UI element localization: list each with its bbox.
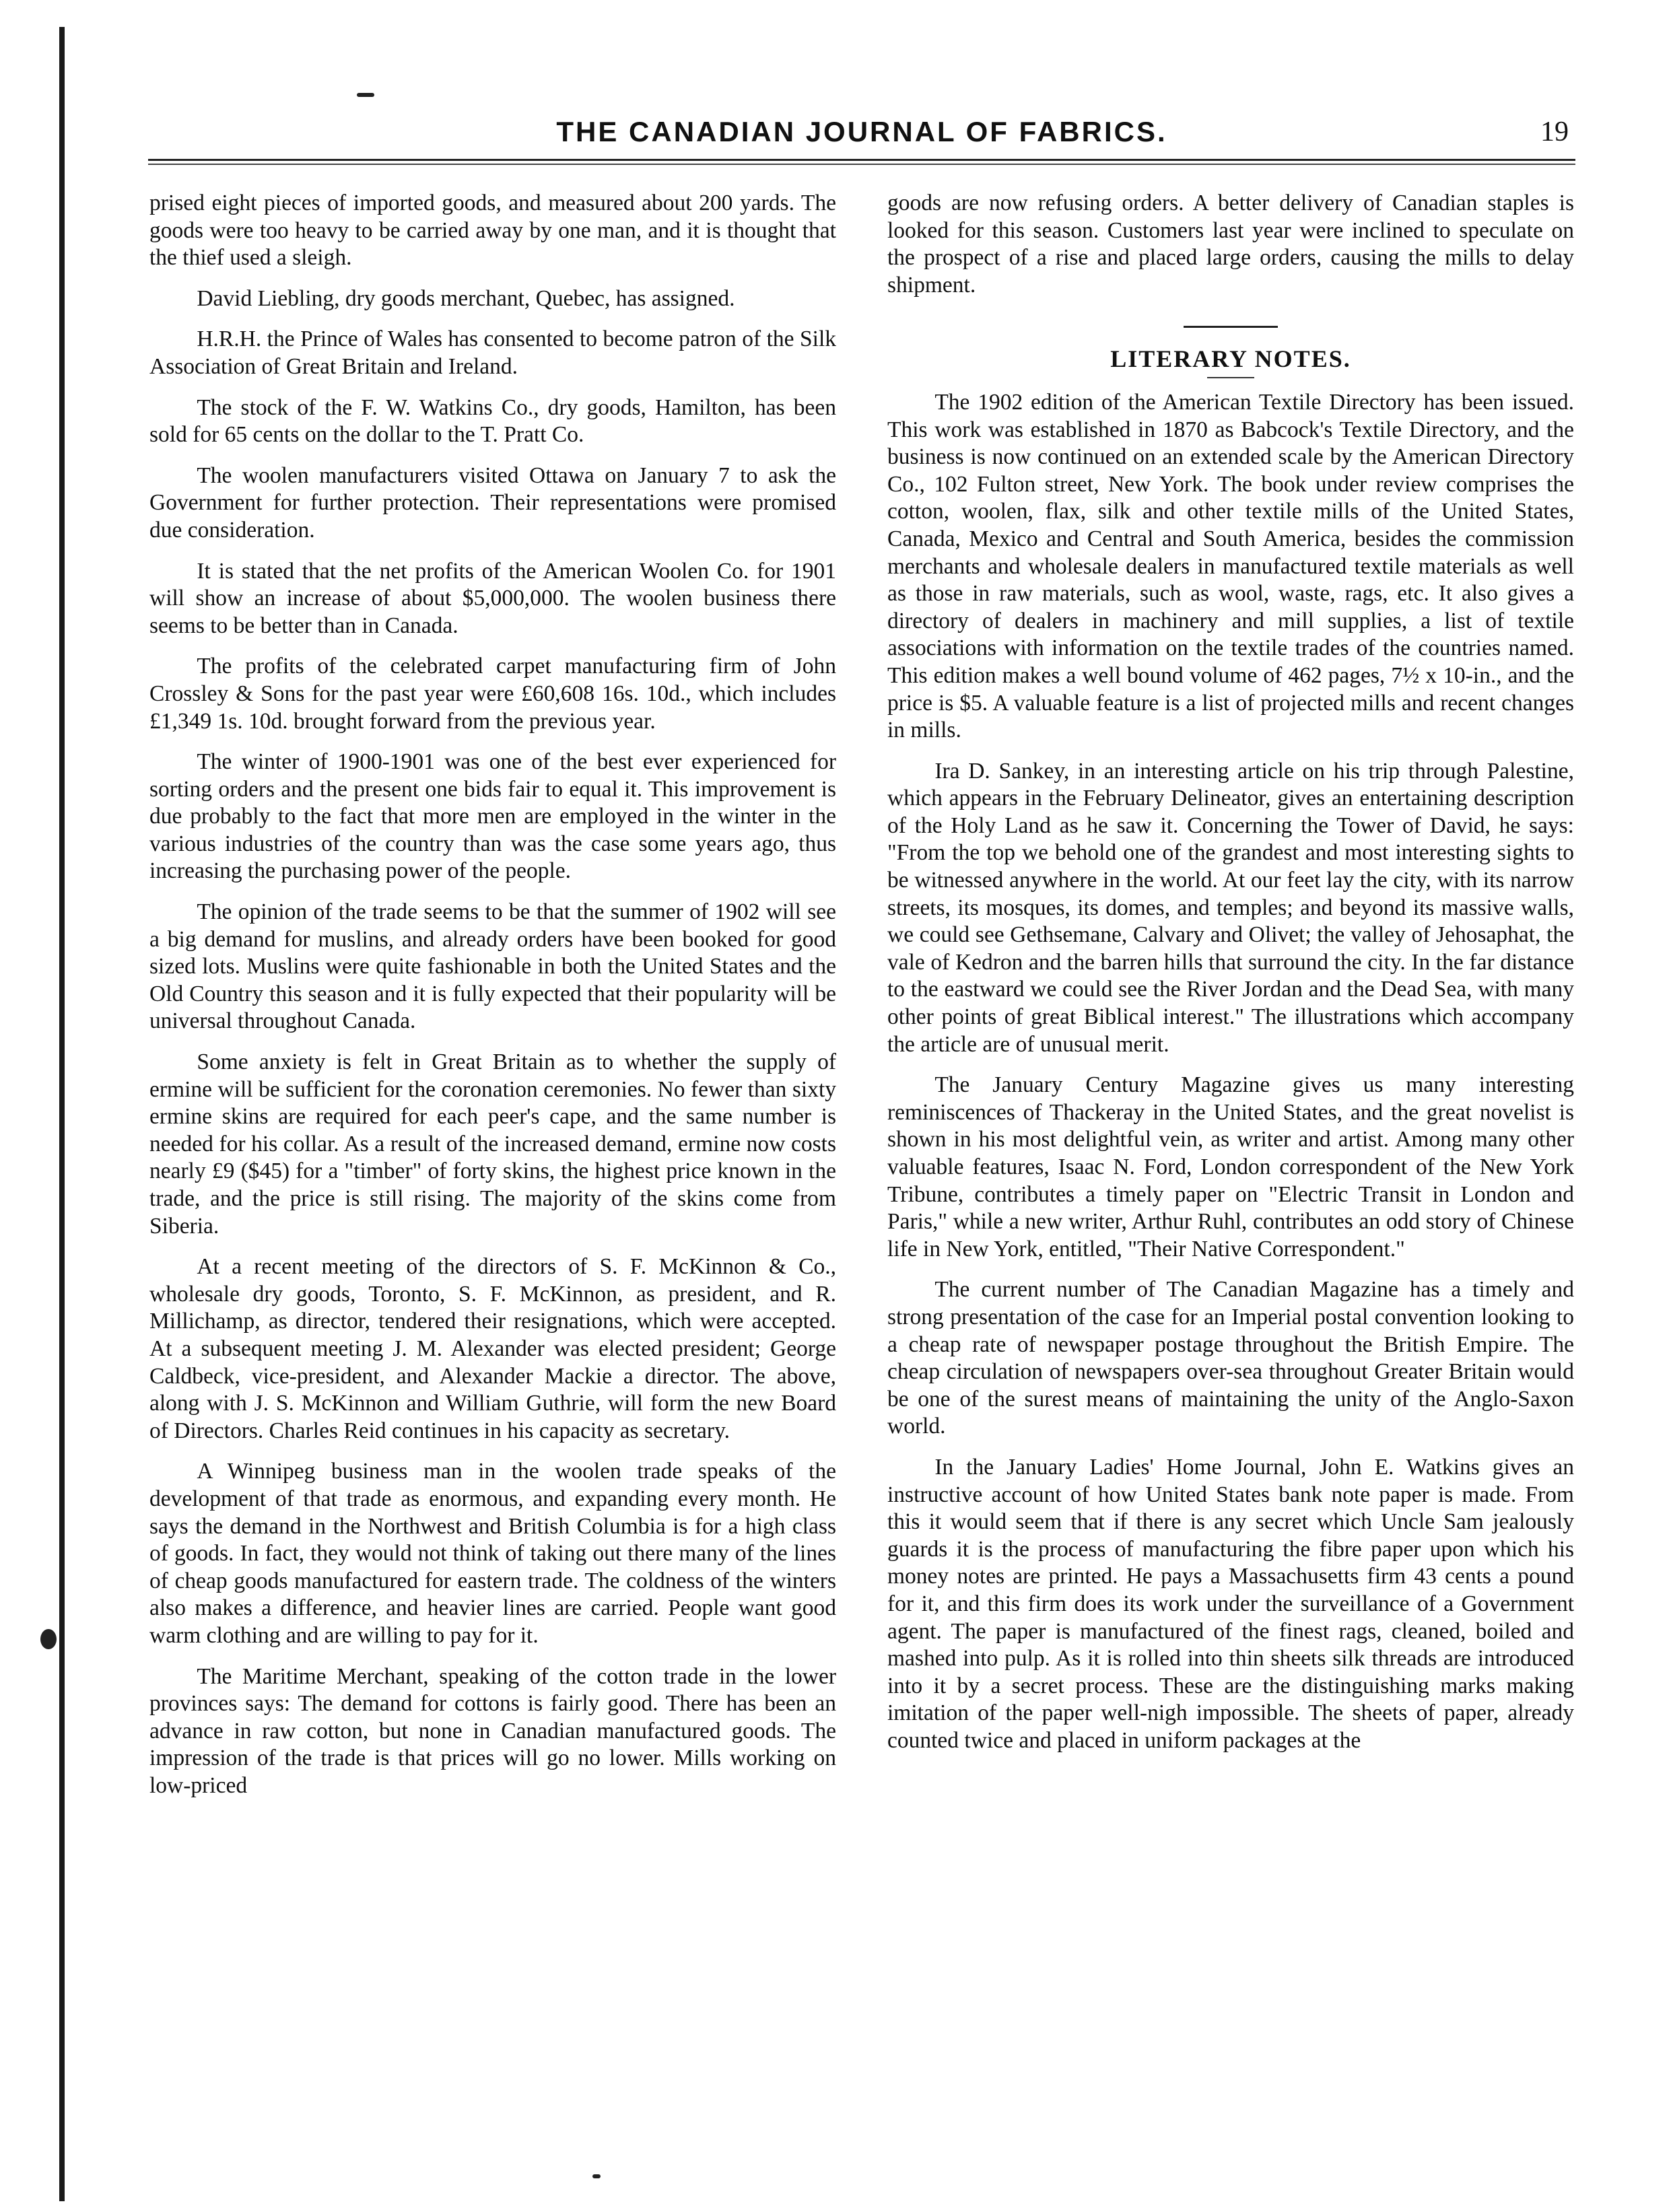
header-rule [148, 159, 1575, 165]
paragraph: The winter of 1900-1901 was one of the best ever experienced for sorting orders and the present one bids fair to equal it. This improvement is due probably to the fact that more men are employed in the winter in the various industries of the country than was the case some years ago, thus increasing the purchasing power of the people. [149, 749, 836, 884]
title-underline [1207, 377, 1254, 378]
paragraph: A Winnipeg business man in the woolen trade speaks of the development of that trade as enormous, and expanding every month. He says the demand in the Northwest and British Columbia is for a high class of goods. In fact, they would not think of taking out there many of the lines of cheap goods manufactured for eastern trade. The coldness of the winters also makes a difference, and heavier lines are carried. People want good warm clothing and are willing to pay for it. [149, 1459, 836, 1648]
paragraph: The current number of The Canadian Magazine has a timely and strong presentation of the case for an Imperial postal convention looking to a cheap rate of newspaper postage throughout the British Empire. The cheap circulation of newspapers over-sea throughout Greater Britain would be one of the surest means of maintaining the unity of the Anglo-Saxon world. [887, 1277, 1574, 1439]
scan-speck [40, 1629, 57, 1649]
section-divider [1184, 326, 1278, 328]
paragraph: H.R.H. the Prince of Wales has consented to become patron of the Silk Association of Great Britain and Ireland. [149, 326, 836, 379]
paragraph: At a recent meeting of the directors of S. F. McKinnon & Co., wholesale dry goods, Toronto, S. F. McKinnon, as president, and R. Millichamp, as director, tendered their resignations, which were accepted. At a subsequent meeting J. M. Alexander was elected president; George Caldbeck, vice-president, and Alexander Mackie a director. The above, along with J. S. McKinnon and William Guthrie, will form the new Board of Directors. Charles Reid continues in his capacity as secretary. [149, 1254, 836, 1443]
page-header [148, 108, 1575, 162]
scan-speck [592, 2174, 601, 2178]
scan-speck [357, 93, 374, 97]
paragraph: The stock of the F. W. Watkins Co., dry goods, Hamilton, has been sold for 65 cents on the dollar to the T. Pratt Co. [149, 394, 836, 448]
paragraph: The 1902 edition of the American Textile Directory has been issued. This work was established in 1870 as Babcock's Textile Directory, and the business is now continued on an extended scale by the American Directory Co., 102 Fulton street, New York. The book under review comprises the cotton, woolen, flax, silk and other textile mills of the United States, Canada, Mexico and Central and South America, besides the commission merchants and wholesale dealers in manufactured textile materials as well as those in raw materials, such as wool, waste, rags, etc. It also gives a directory of dealers in machinery and mill supplies, a list of textile associations with information on the textile trades of the countries named. This edition makes a well bound volume of 462 pages, 7½ x 10-in., and the price is $5. A valuable feature is a list of projected mills and recent changes in mills. [887, 389, 1574, 743]
section-title: LITERARY NOTES. [1110, 345, 1351, 373]
paragraph: It is stated that the net profits of the American Woolen Co. for 1901 will show an increase of about $5,000,000. The woolen business there seems to be better than in Canada. [149, 558, 836, 638]
journal-title: THE CANADIAN JOURNAL OF FABRICS. [556, 116, 1167, 147]
paragraph: David Liebling, dry goods merchant, Quebec, has assigned. [197, 285, 735, 311]
paragraph: The January Century Magazine gives us many interesting reminiscences of Thackeray in the United States, and the great novelist is shown in his most delightful vein, as writer and artist. Among many other valuable features, Isaac N. Ford, London correspondent of the New York Tribune, contributes a timely paper on "Electric Transit in London and Paris," while a new writer, Arthur Ruhl, contributes an odd story of Chinese life in New York, entitled, "Their Native Correspondent." [887, 1072, 1574, 1261]
right-column [887, 190, 1574, 1768]
paragraph: Some anxiety is felt in Great Britain as to whether the supply of ermine will be sufficient for the coronation ceremonies. No fewer than sixty ermine skins are required for each peer's cape, and the same number is needed for his collar. As a result of the increased demand, ermine now costs nearly £9 ($45) for a "timber" of forty skins, the highest price known in the trade, and the price is still rising. The majority of the skins come from Siberia. [149, 1049, 836, 1239]
paragraph: In the January Ladies' Home Journal, John E. Watkins gives an instructive account of how United States bank note paper is made. From this it would seem that if there is any secret which Uncle Sam jealously guards it is the process of manufacturing the fibre paper upon which his money notes are printed. He pays a Massachusetts firm 43 cents a pound for it, and this firm does its work under the surveillance of a Government agent. The paper is manufactured of the finest rags, cleaned, boiled and mashed into pulp. As it is rolled into thin sheets silk threads are introduced into it by a secret process. These are the distinguishing marks making imitation of the paper well-nigh impossible. The sheets of paper, already counted twice and placed in uniform packages at the [887, 1454, 1574, 1753]
paragraph: The profits of the celebrated carpet manufacturing firm of John Crossley & Sons for the past year were £60,608 16s. 10d., which includes £1,349 1s. 10d. brought forward from the previous year. [149, 654, 836, 734]
paragraph: prised eight pieces of imported goods, and measured about 200 yards. The goods were too heavy to be carried away by one man, and it is thought that the thief used a sleigh. [149, 191, 836, 271]
left-binding-rule [59, 27, 65, 2201]
page-number: 19 [1540, 116, 1569, 147]
paragraph: The Maritime Merchant, speaking of the cotton trade in the lower provinces says: The demand for cottons is fairly good. There has been an advance in raw cotton, but none in Canadian manufactured goods. The impression of the trade is that prices will go no lower. Mills working on low-priced [149, 1663, 836, 1798]
paragraph: Ira D. Sankey, in an interesting article on his trip through Palestine, which appears in the February Delineator, gives an entertaining description of the Holy Land as he saw it. Concerning the Tower of David, he says: "From the top we behold one of the grandest and most interesting sights to be witnessed anywhere in the world. At our feet lay the city, with its narrow streets, its mosques, its domes, and temples; and beyond its massive walls, we could see Gethsemane, Calvary and Olivet; the valley of Jehosaphat, the vale of Kedron and the barren hills that surround the city. In the far distance to the eastward we could see the River Jordan and the Dead Sea, with many other points of great Biblical interest." The illustrations which accompany the article are of unusual merit. [887, 758, 1574, 1057]
paragraph: goods are now refusing orders. A better delivery of Canadian staples is looked for this season. Customers last year were inclined to speculate on the prospect of a rise and placed large orders, causing the mills to delay shipment. [887, 191, 1574, 298]
paragraph: The woolen manufacturers visited Ottawa on January 7 to ask the Government for further protection. Their representations were promised due consideration. [149, 462, 836, 543]
paragraph: The opinion of the trade seems to be that the summer of 1902 will see a big demand for muslins, and already orders have been booked for good sized lots. Muslins were quite fashionable in both the United States and the Old Country this season and it is fully expected that their popularity will be universal throughout Canada. [149, 899, 836, 1034]
left-column [149, 190, 836, 1813]
